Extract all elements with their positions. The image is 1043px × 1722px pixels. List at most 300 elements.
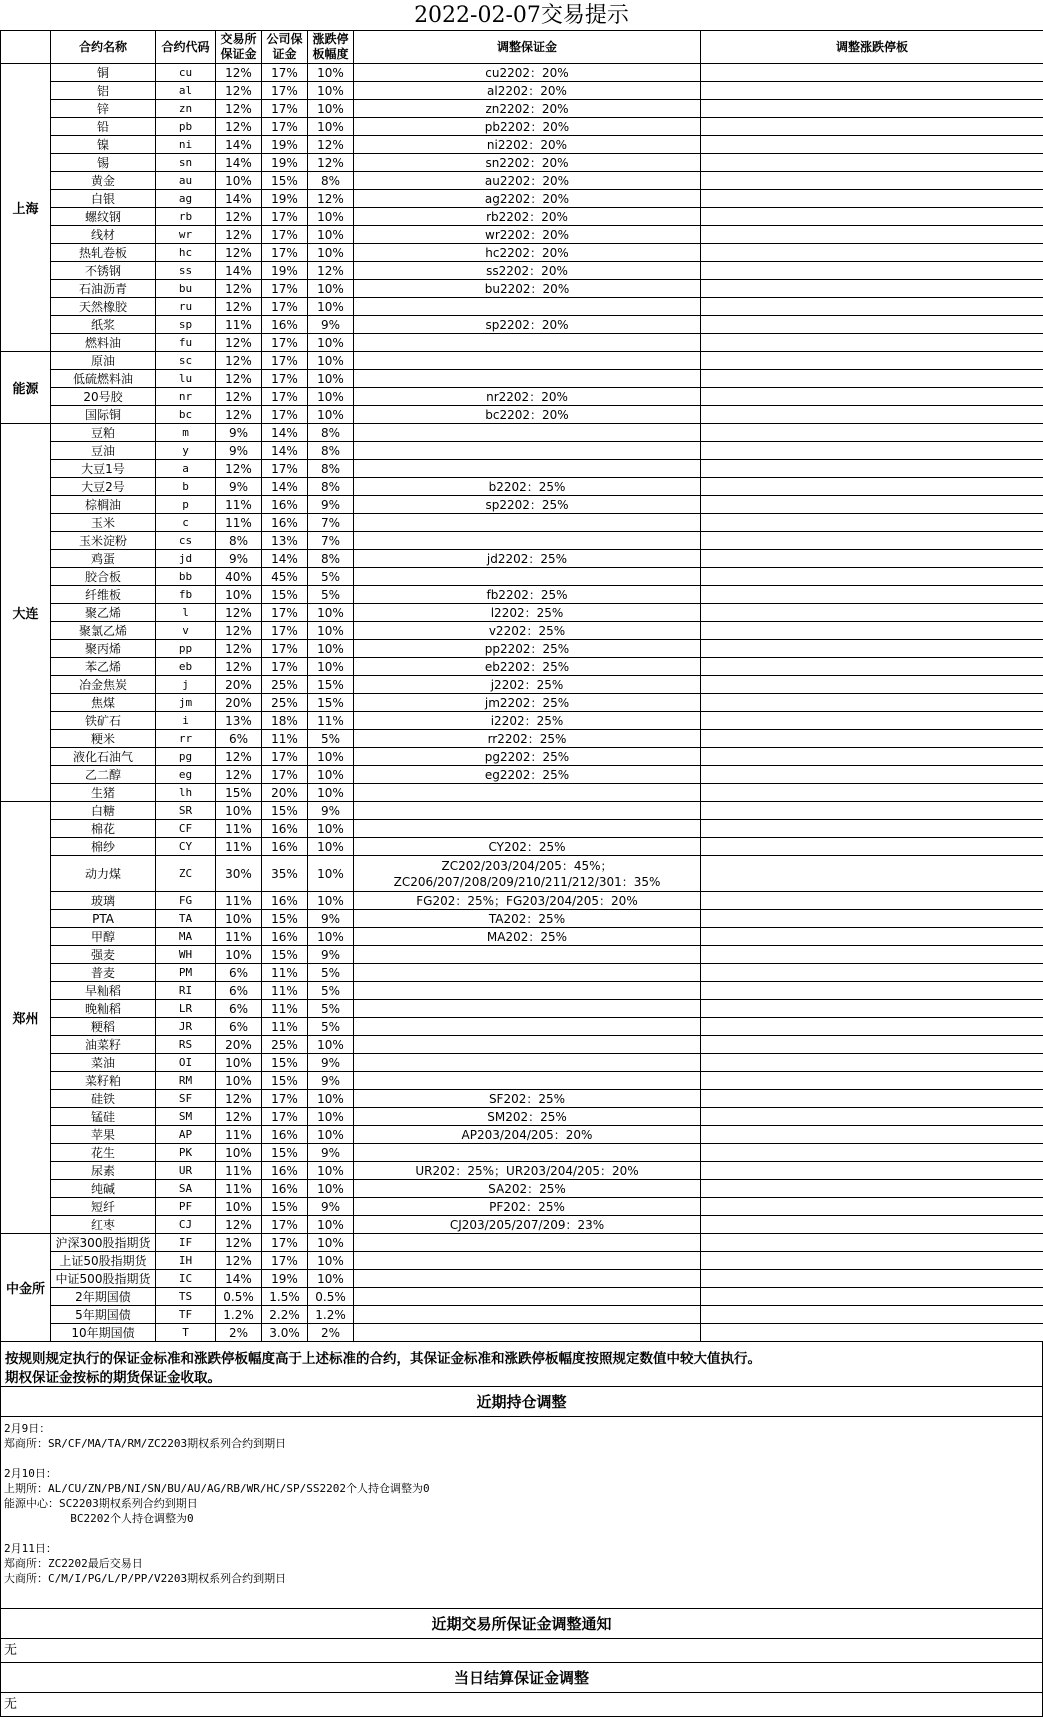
contract-code-cell: OI — [156, 1054, 216, 1072]
exchange-notice-title: 近期交易所保证金调整通知 — [0, 1609, 1043, 1639]
company-margin-cell: 17% — [262, 280, 308, 298]
price-limit-cell: 10% — [308, 208, 354, 226]
header-contract-name: 合约名称 — [51, 31, 156, 64]
adjust-margin-line: rb2202：20% — [486, 209, 568, 224]
company-margin-cell: 17% — [262, 658, 308, 676]
exchange-margin-cell: 12% — [216, 622, 262, 640]
region-cell: 能源 — [1, 352, 51, 424]
table-row — [1, 586, 1043, 604]
adjust-margin-cell — [354, 424, 701, 442]
exchange-margin-cell: 12% — [216, 64, 262, 82]
exchange-margin-cell: 12% — [216, 1108, 262, 1126]
adjust-limit-cell — [701, 892, 1043, 910]
exchange-margin-cell: 1.2% — [216, 1306, 262, 1324]
adjust-limit-cell — [701, 1324, 1043, 1342]
contract-code-cell: nr — [156, 388, 216, 406]
settlement-adjust-title: 当日结算保证金调整 — [0, 1663, 1043, 1693]
price-limit-cell: 10% — [308, 64, 354, 82]
price-limit-cell: 10% — [308, 1162, 354, 1180]
company-margin-cell: 17% — [262, 298, 308, 316]
table-row — [1, 154, 1043, 172]
exchange-margin-cell: 12% — [216, 460, 262, 478]
price-limit-cell: 9% — [308, 496, 354, 514]
adjust-margin-cell — [354, 406, 701, 424]
adjust-margin-cell — [354, 1216, 701, 1234]
contract-code-cell: fu — [156, 334, 216, 352]
adjust-margin-cell — [354, 766, 701, 784]
price-limit-cell: 10% — [308, 226, 354, 244]
contract-code-cell: sp — [156, 316, 216, 334]
price-limit-cell: 9% — [308, 802, 354, 820]
price-limit-cell: 10% — [308, 1036, 354, 1054]
contract-code-cell: WH — [156, 946, 216, 964]
adjust-margin-line: pp2202：25% — [484, 641, 570, 656]
adjust-limit-cell — [701, 1090, 1043, 1108]
adjust-margin-cell — [354, 352, 701, 370]
contract-name-cell: 早籼稻 — [51, 982, 156, 1000]
adjust-limit-cell — [701, 1180, 1043, 1198]
adjust-limit-cell — [701, 820, 1043, 838]
table-row — [1, 1288, 1043, 1306]
header-exchange-margin: 交易所保证金 — [216, 31, 262, 64]
price-limit-cell: 10% — [308, 100, 354, 118]
exchange-margin-cell: 11% — [216, 892, 262, 910]
adjust-limit-cell — [701, 1144, 1043, 1162]
contract-name-cell: 玉米淀粉 — [51, 532, 156, 550]
adjust-limit-cell — [701, 172, 1043, 190]
contract-code-cell: CJ — [156, 1216, 216, 1234]
adjust-margin-line: sp2202：25% — [485, 497, 569, 512]
adjust-margin-line: wr2202：20% — [485, 227, 569, 242]
price-limit-cell: 10% — [308, 622, 354, 640]
table-row — [1, 640, 1043, 658]
exchange-margin-cell: 12% — [216, 1234, 262, 1252]
adjust-margin-cell — [354, 496, 701, 514]
adjust-margin-cell — [354, 1108, 701, 1126]
adjust-margin-cell — [354, 640, 701, 658]
contract-code-cell: al — [156, 82, 216, 100]
adjust-limit-cell — [701, 712, 1043, 730]
adjust-limit-cell — [701, 532, 1043, 550]
exchange-margin-cell: 9% — [216, 424, 262, 442]
adjust-margin-cell — [354, 550, 701, 568]
price-limit-cell: 10% — [308, 1216, 354, 1234]
price-limit-cell: 12% — [308, 190, 354, 208]
exchange-margin-cell: 6% — [216, 1018, 262, 1036]
table-row — [1, 244, 1043, 262]
company-margin-cell: 11% — [262, 730, 308, 748]
contract-name-cell: 粳稻 — [51, 1018, 156, 1036]
company-margin-cell: 15% — [262, 172, 308, 190]
table-row — [1, 1126, 1043, 1144]
table-row — [1, 406, 1043, 424]
region-cell: 上海 — [1, 64, 51, 352]
adjust-margin-line: eg2202：25% — [484, 767, 570, 782]
company-margin-cell: 17% — [262, 118, 308, 136]
exchange-margin-cell: 14% — [216, 1270, 262, 1288]
company-margin-cell: 17% — [262, 766, 308, 784]
contract-code-cell: ZC — [156, 856, 216, 892]
contract-name-cell: 玻璃 — [51, 892, 156, 910]
region-cell: 郑州 — [1, 802, 51, 1234]
company-margin-cell: 14% — [262, 550, 308, 568]
adjust-limit-cell — [701, 64, 1043, 82]
recent-position-body: 2月9日： 郑商所：SR/CF/MA/TA/RM/ZC2203期权系列合约到期日 2月10日： 上期所：AL/CU/ZN/PB/NI/SN/BU/AU/AG/RB/WR/HC/SP/SS2202个人持仓调整为0 能源中心：SC2203期权系列合约到期日 BC2202个人持仓调整为0 2月11日： 郑商所：ZC2202最后交易日 大商所：C/M/I/PG/L/P/PP/V2203期权系列合约到期日 — [0, 1417, 1043, 1609]
price-limit-cell: 10% — [308, 928, 354, 946]
adjust-margin-line: SM202：25% — [487, 1109, 567, 1124]
adjust-limit-cell — [701, 1000, 1043, 1018]
exchange-margin-cell: 10% — [216, 1144, 262, 1162]
adjust-margin-cell — [354, 910, 701, 928]
adjust-margin-cell — [354, 1234, 701, 1252]
adjust-margin-line: pg2202：25% — [484, 749, 570, 764]
contract-code-cell: rb — [156, 208, 216, 226]
adjust-margin-cell — [354, 802, 701, 820]
adjust-margin-cell — [354, 64, 701, 82]
company-margin-cell: 17% — [262, 208, 308, 226]
exchange-margin-cell: 12% — [216, 298, 262, 316]
contract-code-cell: y — [156, 442, 216, 460]
contract-name-cell: 铁矿石 — [51, 712, 156, 730]
table-row — [1, 766, 1043, 784]
exchange-margin-cell: 9% — [216, 442, 262, 460]
price-limit-cell: 7% — [308, 532, 354, 550]
contract-code-cell: IF — [156, 1234, 216, 1252]
contract-code-cell: cs — [156, 532, 216, 550]
company-margin-cell: 16% — [262, 820, 308, 838]
adjust-limit-cell — [701, 838, 1043, 856]
adjust-limit-cell — [701, 154, 1043, 172]
price-limit-cell: 10% — [308, 1126, 354, 1144]
contract-code-cell: IC — [156, 1270, 216, 1288]
adjust-limit-cell — [701, 946, 1043, 964]
table-row — [1, 838, 1043, 856]
exchange-margin-cell: 10% — [216, 802, 262, 820]
company-margin-cell: 17% — [262, 460, 308, 478]
adjust-margin-line: PF202：25% — [489, 1199, 565, 1214]
exchange-margin-cell: 15% — [216, 784, 262, 802]
adjust-limit-cell — [701, 928, 1043, 946]
company-margin-cell: 17% — [262, 226, 308, 244]
contract-name-cell: 白糖 — [51, 802, 156, 820]
contract-name-cell: 国际铜 — [51, 406, 156, 424]
adjust-margin-cell — [354, 1270, 701, 1288]
table-row — [1, 712, 1043, 730]
table-row — [1, 892, 1043, 910]
contract-name-cell: 焦煤 — [51, 694, 156, 712]
adjust-margin-cell — [354, 1306, 701, 1324]
contract-name-cell: 锰硅 — [51, 1108, 156, 1126]
adjust-margin-line: sn2202：20% — [485, 155, 569, 170]
table-row — [1, 352, 1043, 370]
exchange-margin-cell: 12% — [216, 280, 262, 298]
adjust-margin-cell — [354, 514, 701, 532]
contract-code-cell: jm — [156, 694, 216, 712]
exchange-margin-cell: 14% — [216, 136, 262, 154]
exchange-margin-cell: 12% — [216, 658, 262, 676]
adjust-limit-cell — [701, 406, 1043, 424]
table-row — [1, 982, 1043, 1000]
exchange-margin-cell: 12% — [216, 118, 262, 136]
adjust-margin-cell — [354, 820, 701, 838]
price-limit-cell: 10% — [308, 658, 354, 676]
table-row — [1, 964, 1043, 982]
company-margin-cell: 17% — [262, 1252, 308, 1270]
adjust-limit-cell — [701, 352, 1043, 370]
header-price-limit: 涨跌停板幅度 — [308, 31, 354, 64]
contract-name-cell: 锡 — [51, 154, 156, 172]
exchange-margin-cell: 12% — [216, 748, 262, 766]
contract-code-cell: CY — [156, 838, 216, 856]
contract-code-cell: UR — [156, 1162, 216, 1180]
price-limit-cell: 10% — [308, 1270, 354, 1288]
adjust-margin-cell — [354, 118, 701, 136]
adjust-margin-cell — [354, 460, 701, 478]
adjust-limit-cell — [701, 190, 1043, 208]
contract-name-cell: 20号胶 — [51, 388, 156, 406]
company-margin-cell: 15% — [262, 1054, 308, 1072]
table-row — [1, 856, 1043, 892]
exchange-margin-cell: 12% — [216, 208, 262, 226]
adjust-margin-line: b2202：25% — [488, 479, 566, 494]
price-limit-cell: 10% — [308, 1108, 354, 1126]
contract-code-cell: cu — [156, 64, 216, 82]
adjust-limit-cell — [701, 370, 1043, 388]
adjust-margin-cell — [354, 172, 701, 190]
adjust-limit-cell — [701, 856, 1043, 892]
price-limit-cell: 2% — [308, 1324, 354, 1342]
contract-name-cell: 沪深300股指期货 — [51, 1234, 156, 1252]
adjust-limit-cell — [701, 1054, 1043, 1072]
contract-code-cell: RM — [156, 1072, 216, 1090]
company-margin-cell: 16% — [262, 1126, 308, 1144]
contract-code-cell: SR — [156, 802, 216, 820]
company-margin-cell: 2.2% — [262, 1306, 308, 1324]
table-row — [1, 262, 1043, 280]
company-margin-cell: 15% — [262, 586, 308, 604]
table-row — [1, 784, 1043, 802]
company-margin-cell: 19% — [262, 262, 308, 280]
exchange-margin-cell: 12% — [216, 766, 262, 784]
contract-name-cell: 棉纱 — [51, 838, 156, 856]
contract-name-cell: 生猪 — [51, 784, 156, 802]
company-margin-cell: 17% — [262, 1108, 308, 1126]
company-margin-cell: 25% — [262, 694, 308, 712]
contract-code-cell: TS — [156, 1288, 216, 1306]
exchange-margin-cell: 30% — [216, 856, 262, 892]
adjust-limit-cell — [701, 658, 1043, 676]
header-region — [1, 31, 51, 64]
table-row — [1, 820, 1043, 838]
contract-code-cell: TF — [156, 1306, 216, 1324]
adjust-limit-cell — [701, 784, 1043, 802]
contract-name-cell: 线材 — [51, 226, 156, 244]
exchange-margin-cell: 10% — [216, 1198, 262, 1216]
price-limit-cell: 10% — [308, 640, 354, 658]
contract-code-cell: bu — [156, 280, 216, 298]
table-row — [1, 478, 1043, 496]
adjust-limit-cell — [701, 1126, 1043, 1144]
contract-name-cell: 苯乙烯 — [51, 658, 156, 676]
contract-name-cell: 热轧卷板 — [51, 244, 156, 262]
region-cell: 大连 — [1, 424, 51, 802]
adjust-margin-line: CJ203/205/207/209：23% — [449, 1217, 605, 1232]
contract-code-cell: p — [156, 496, 216, 514]
adjust-limit-cell — [701, 676, 1043, 694]
adjust-limit-cell — [701, 298, 1043, 316]
price-limit-cell: 9% — [308, 1198, 354, 1216]
exchange-margin-cell: 20% — [216, 694, 262, 712]
adjust-margin-cell — [354, 982, 701, 1000]
adjust-limit-cell — [701, 388, 1043, 406]
adjust-margin-line: ag2202：20% — [484, 191, 570, 206]
company-margin-cell: 16% — [262, 838, 308, 856]
exchange-margin-cell: 11% — [216, 1162, 262, 1180]
table-row — [1, 118, 1043, 136]
exchange-margin-cell: 10% — [216, 946, 262, 964]
table-row — [1, 748, 1043, 766]
contract-name-cell: 燃料油 — [51, 334, 156, 352]
exchange-margin-cell: 11% — [216, 1180, 262, 1198]
adjust-limit-cell — [701, 964, 1043, 982]
exchange-margin-cell: 14% — [216, 262, 262, 280]
adjust-limit-cell — [701, 226, 1043, 244]
company-margin-cell: 15% — [262, 1072, 308, 1090]
adjust-limit-cell — [701, 568, 1043, 586]
exchange-margin-cell: 10% — [216, 1054, 262, 1072]
adjust-margin-cell — [354, 532, 701, 550]
price-limit-cell: 12% — [308, 136, 354, 154]
adjust-margin-line: MA202：25% — [486, 929, 568, 944]
exchange-margin-cell: 11% — [216, 928, 262, 946]
contract-name-cell: 动力煤 — [51, 856, 156, 892]
contract-name-cell: 铜 — [51, 64, 156, 82]
table-row — [1, 1018, 1043, 1036]
adjust-margin-line: zn2202：20% — [485, 101, 569, 116]
contract-name-cell: 白银 — [51, 190, 156, 208]
table-row — [1, 460, 1043, 478]
adjust-margin-line: CY202：25% — [488, 839, 566, 854]
table-row — [1, 1054, 1043, 1072]
adjust-margin-cell — [354, 1162, 701, 1180]
exchange-notice-body: 无 — [0, 1639, 1043, 1663]
exchange-margin-cell: 12% — [216, 370, 262, 388]
exchange-margin-cell: 11% — [216, 820, 262, 838]
company-margin-cell: 15% — [262, 1144, 308, 1162]
adjust-limit-cell — [701, 604, 1043, 622]
adjust-limit-cell — [701, 334, 1043, 352]
adjust-limit-cell — [701, 766, 1043, 784]
contract-code-cell: FG — [156, 892, 216, 910]
contract-name-cell: 豆油 — [51, 442, 156, 460]
price-limit-cell: 10% — [308, 1180, 354, 1198]
exchange-margin-cell: 12% — [216, 1252, 262, 1270]
company-margin-cell: 17% — [262, 622, 308, 640]
contract-code-cell: RI — [156, 982, 216, 1000]
contract-code-cell: eg — [156, 766, 216, 784]
adjust-margin-cell — [354, 1090, 701, 1108]
company-margin-cell: 17% — [262, 640, 308, 658]
contract-code-cell: T — [156, 1324, 216, 1342]
adjust-margin-line: ss2202：20% — [486, 263, 568, 278]
contract-name-cell: 胶合板 — [51, 568, 156, 586]
contract-name-cell: 冶金焦炭 — [51, 676, 156, 694]
price-limit-cell: 10% — [308, 370, 354, 388]
contract-code-cell: ru — [156, 298, 216, 316]
price-limit-cell: 5% — [308, 1018, 354, 1036]
price-limit-cell: 9% — [308, 316, 354, 334]
contract-name-cell: 油菜籽 — [51, 1036, 156, 1054]
adjust-margin-cell — [354, 442, 701, 460]
contract-name-cell: 棉花 — [51, 820, 156, 838]
adjust-margin-cell — [354, 892, 701, 910]
adjust-margin-cell — [354, 1288, 701, 1306]
price-limit-cell: 5% — [308, 1000, 354, 1018]
adjust-margin-line: FG202：25%；FG203/204/205：20% — [416, 893, 638, 908]
exchange-margin-cell: 11% — [216, 838, 262, 856]
price-limit-cell: 5% — [308, 568, 354, 586]
adjust-margin-cell — [354, 964, 701, 982]
table-row — [1, 298, 1043, 316]
exchange-margin-cell: 0.5% — [216, 1288, 262, 1306]
adjust-margin-cell — [354, 1144, 701, 1162]
table-row — [1, 1036, 1043, 1054]
adjust-limit-cell — [701, 100, 1043, 118]
contract-name-cell: 乙二醇 — [51, 766, 156, 784]
company-margin-cell: 17% — [262, 1234, 308, 1252]
table-row — [1, 82, 1043, 100]
price-limit-cell: 10% — [308, 838, 354, 856]
price-limit-cell: 0.5% — [308, 1288, 354, 1306]
table-row — [1, 1162, 1043, 1180]
contract-code-cell: LR — [156, 1000, 216, 1018]
contract-code-cell: ag — [156, 190, 216, 208]
adjust-limit-cell — [701, 316, 1043, 334]
table-row — [1, 424, 1043, 442]
table-row — [1, 622, 1043, 640]
adjust-limit-cell — [701, 1108, 1043, 1126]
adjust-limit-cell — [701, 1288, 1043, 1306]
adjust-margin-line: rr2202：25% — [487, 731, 567, 746]
contract-name-cell: 镍 — [51, 136, 156, 154]
adjust-margin-cell — [354, 82, 701, 100]
adjust-limit-cell — [701, 496, 1043, 514]
adjust-margin-cell — [354, 1054, 701, 1072]
table-row — [1, 658, 1043, 676]
contract-name-cell: 大豆1号 — [51, 460, 156, 478]
exchange-margin-cell: 11% — [216, 514, 262, 532]
table-row — [1, 514, 1043, 532]
price-limit-cell: 10% — [308, 766, 354, 784]
table-row — [1, 946, 1043, 964]
adjust-limit-cell — [701, 1018, 1043, 1036]
company-margin-cell: 11% — [262, 964, 308, 982]
adjust-margin-line: sp2202：20% — [485, 317, 569, 332]
company-margin-cell: 18% — [262, 712, 308, 730]
adjust-limit-cell — [701, 1270, 1043, 1288]
exchange-margin-cell: 12% — [216, 352, 262, 370]
contract-code-cell: eb — [156, 658, 216, 676]
exchange-margin-cell: 8% — [216, 532, 262, 550]
exchange-margin-cell: 10% — [216, 586, 262, 604]
table-row — [1, 1000, 1043, 1018]
rule-note-line-1: 按规则规定执行的保证金标准和涨跌停板幅度高于上述标准的合约，其保证金标准和涨跌停板幅度按照规定数值中较大值执行。 — [5, 1351, 761, 1367]
contract-code-cell: b — [156, 478, 216, 496]
contract-name-cell: 晚籼稻 — [51, 1000, 156, 1018]
contract-name-cell: 强麦 — [51, 946, 156, 964]
adjust-margin-cell — [354, 928, 701, 946]
exchange-margin-cell: 2% — [216, 1324, 262, 1342]
